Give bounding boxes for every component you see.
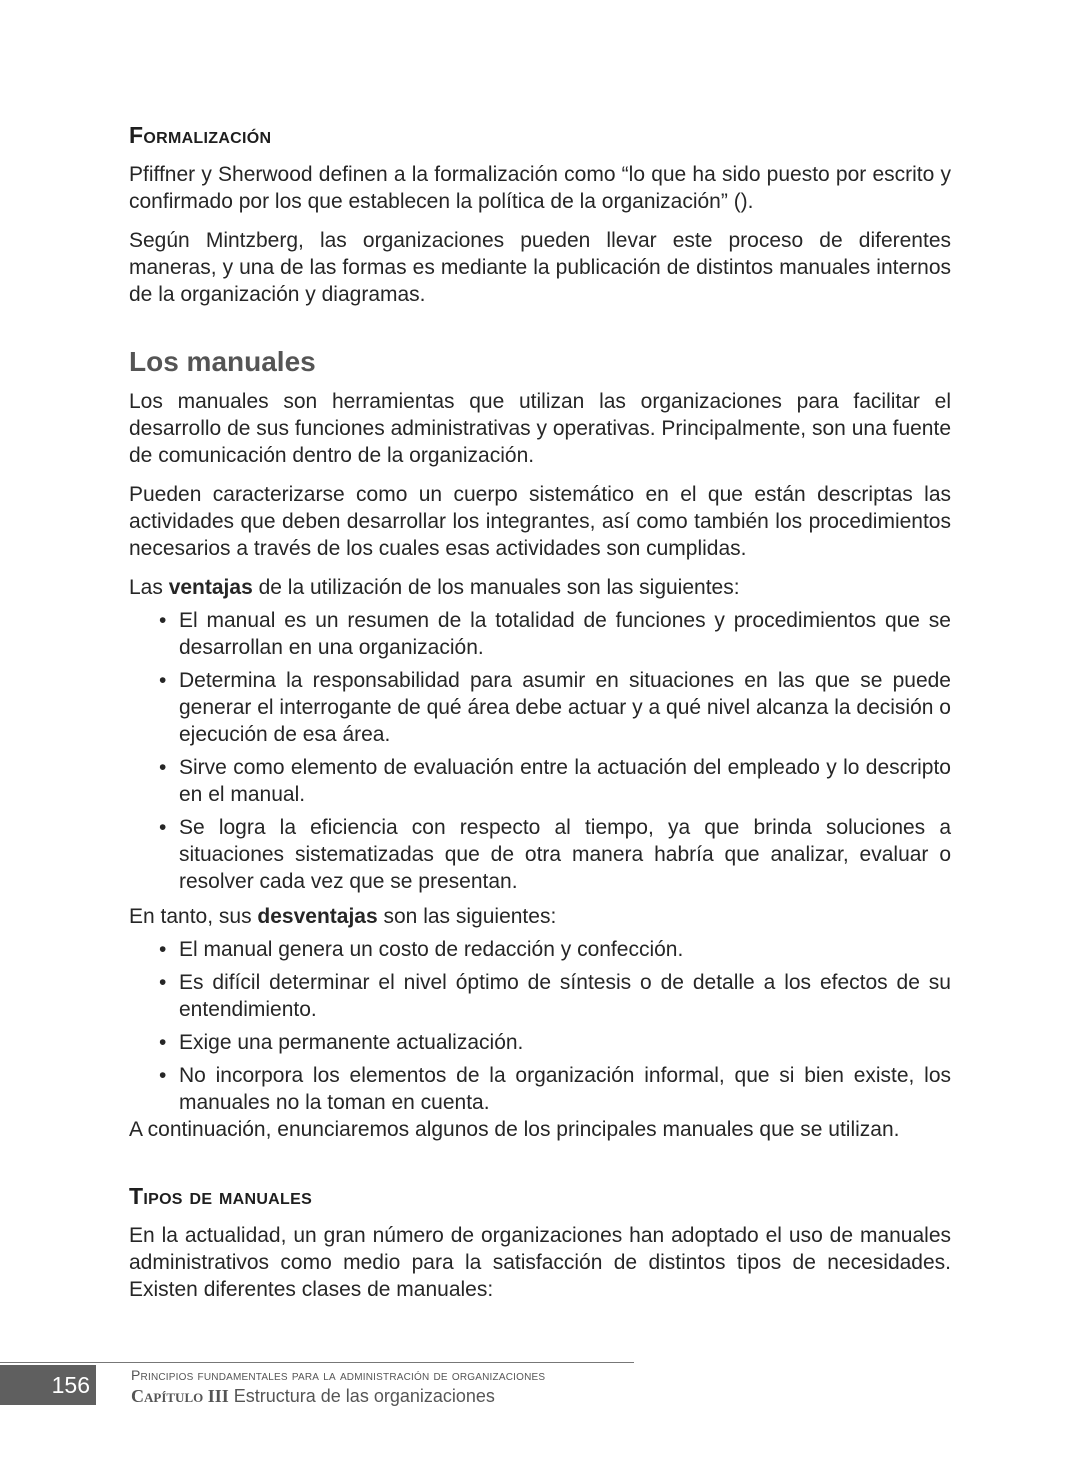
list-item: • No incorpora los elementos de la organización informal, que si bien existe, los manuales no la toman en cuenta. [179,1062,951,1116]
section-heading-tipos-de-manuales: Tipos de manuales [129,1183,313,1209]
list-item: • Se logra la eficiencia con respecto al tiempo, ya que brinda soluciones a situaciones sistematizadas que de otra manera habría que analizar, evaluar o resolver cada vez que se presentan. [179,814,951,895]
paragraph: Según Mintzberg, las organizaciones pueden llevar este proceso de diferentes maneras, y una de las formas es mediante la publicación de distintos manuales internos de la organización y diagramas. [129,229,951,306]
desventajas-keyword: desventajas [257,905,378,928]
page-number: 156 [0,1365,96,1405]
paragraph: Los manuales son herramientas que utilizan las organizaciones para facilitar el desarrollo de sus funciones administrativas y operativas. Principalmente, son una fuente de comunicación dentro de la organización. [129,390,951,467]
footer-chapter-title: Estructura de las organizaciones [228,1386,495,1406]
list-item: • Sirve como elemento de evaluación entre la actuación del empleado y lo descripto en el manual. [179,754,951,808]
paragraph: Pueden caracterizarse como un cuerpo sistemático en el que están descriptas las actividades que deben desarrollar los integrantes, así como también los procedimientos necesarios a través de los cuales esas actividades son cumplidas. [129,483,951,560]
footer-divider [0,1362,634,1363]
footer-chapter-label: Capítulo III [131,1386,229,1406]
list-item: • El manual es un resumen de la totalidad de funciones y procedimientos que se desarrollan en una organización. [179,607,951,661]
footer-chapter [131,1386,495,1407]
ventajas-list [129,607,951,895]
list-item: • Determina la responsabilidad para asumir en situaciones en las que se puede generar el interrogante de qué área debe actuar y a qué nivel alcanza la decisión o ejecución de esa área. [179,667,951,748]
list-item: • Es difícil determinar el nivel óptimo de síntesis o de detalle a los efectos de su entendimiento. [179,969,951,1023]
page-content [129,122,951,1315]
section-heading-los-manuales: Los manuales [129,346,316,377]
paragraph: A continuación, enunciaremos algunos de los principales manuales que se utilizan. [129,1118,900,1141]
ventajas-intro: Las ventajas de la utilización de los manuales son las siguientes: [129,576,740,599]
paragraph: En la actualidad, un gran número de organizaciones han adoptado el uso de manuales administrativos como medio para la satisfacción de distintos tipos de necesidades. Existen diferentes clases de manuales: [129,1224,951,1301]
paragraph: Pfiffner y Sherwood definen a la formalización como “lo que ha sido puesto por escrito y confirmado por los que establecen la política de la organización” (). [129,163,951,213]
footer-book-title: Principios fundamentales para la administración de organizaciones [131,1367,546,1383]
ventajas-keyword: ventajas [168,576,253,599]
list-item: • El manual genera un costo de redacción y confección. [179,936,951,963]
desventajas-intro: En tanto, sus desventajas son las siguientes: [129,905,557,928]
list-item: • Exige una permanente actualización. [179,1029,951,1056]
desventajas-list [129,936,951,1116]
section-heading-formalizacion: Formalización [129,122,272,148]
